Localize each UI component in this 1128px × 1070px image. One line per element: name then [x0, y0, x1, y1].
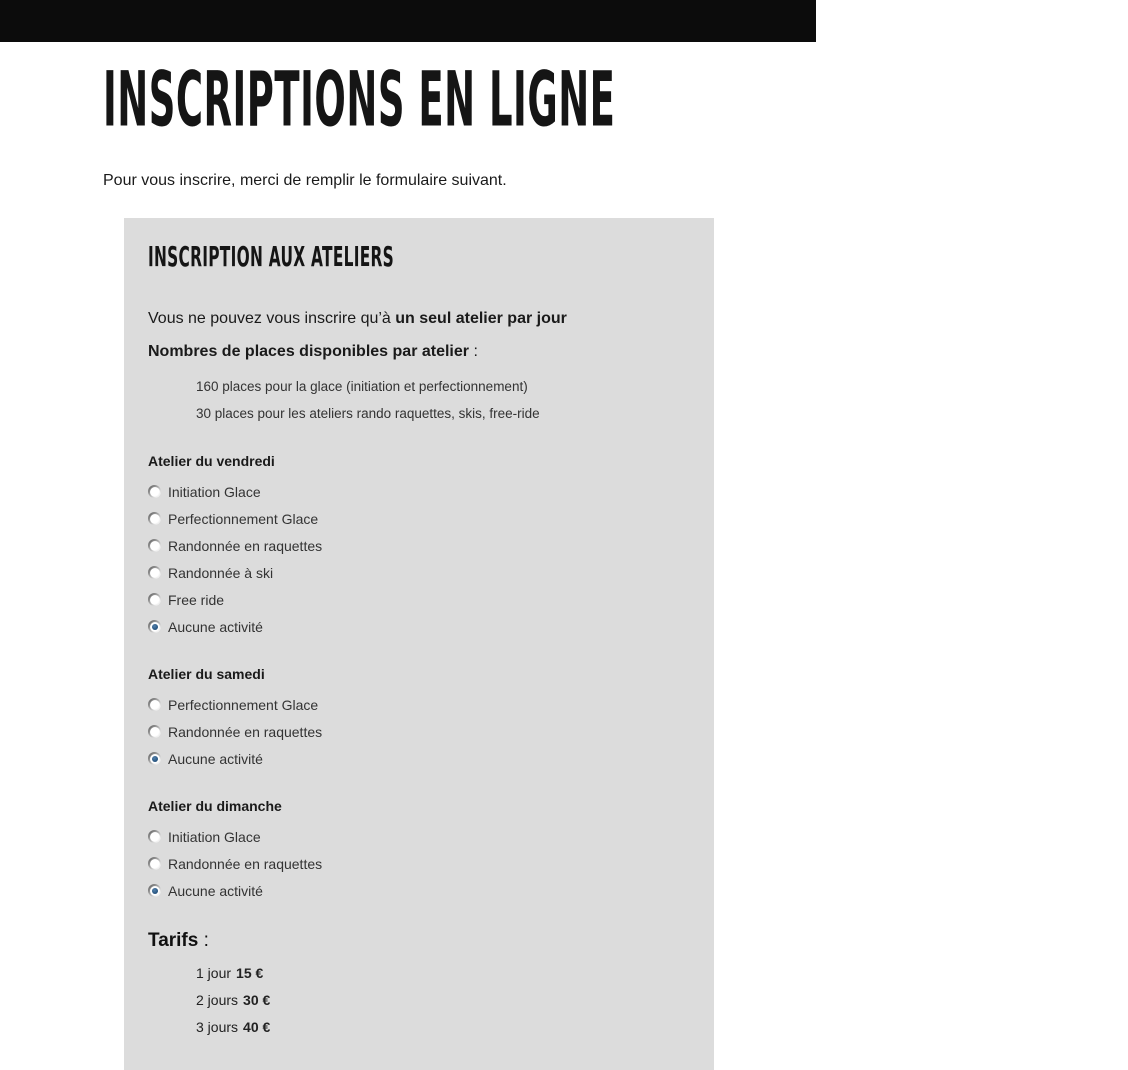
rule-bold: un seul atelier par jour — [395, 310, 567, 327]
radio-option[interactable] — [148, 505, 690, 532]
page-title-text: INSCRIPTIONS EN LIGNE — [103, 56, 616, 144]
rule-places — [148, 335, 690, 368]
tarif-item — [196, 959, 690, 986]
tarif-list — [196, 959, 690, 1040]
group-samedi-label: Atelier du samedi — [148, 666, 265, 682]
radio-button[interactable] — [148, 752, 161, 765]
page-title — [103, 56, 736, 144]
tarif-item — [196, 1013, 690, 1040]
group-vendredi-label: Atelier du vendredi — [148, 453, 275, 469]
radio-option[interactable] — [148, 745, 690, 772]
radio-button[interactable] — [148, 539, 161, 552]
group-dimanche-label: Atelier du dimanche — [148, 798, 282, 814]
note-rando: 30 places pour les ateliers rando raquettes, skis, free-ride — [196, 406, 540, 421]
group-dimanche — [148, 798, 690, 904]
form-rules — [148, 302, 690, 368]
group-samedi — [148, 666, 690, 772]
radio-button[interactable] — [148, 485, 161, 498]
tarifs-heading-suffix: : — [198, 930, 209, 951]
form-heading — [148, 242, 690, 272]
radio-label[interactable]: Randonnée à ski — [168, 564, 274, 581]
places-bold: Nombres de places disponibles par atelier — [148, 343, 469, 360]
radio-option[interactable] — [148, 877, 690, 904]
radio-button[interactable] — [148, 620, 161, 633]
radio-button[interactable] — [148, 512, 161, 525]
inscription-form-panel — [124, 218, 714, 1070]
radio-label[interactable]: Perfectionnement Glace — [168, 696, 319, 713]
radio-label[interactable]: Randonnée en raquettes — [168, 723, 323, 740]
rule-one-atelier — [148, 302, 690, 335]
radio-label[interactable]: Aucune activité — [168, 618, 263, 635]
tarif-qty: 1 jour — [196, 964, 232, 981]
radio-label[interactable]: Initiation Glace — [168, 483, 261, 500]
places-suffix: : — [469, 343, 478, 360]
tarif-price: 30 € — [243, 991, 271, 1008]
radio-option[interactable] — [148, 691, 690, 718]
radio-button[interactable] — [148, 884, 161, 897]
radio-option[interactable] — [148, 718, 690, 745]
radio-button[interactable] — [148, 698, 161, 711]
rule-prefix: Vous ne pouvez vous inscrire qu’à — [148, 310, 396, 327]
tarif-qty: 2 jours — [196, 991, 239, 1008]
tarif-price: 15 € — [236, 964, 264, 981]
radio-label[interactable]: Perfectionnement Glace — [168, 510, 319, 527]
tarifs-heading — [148, 930, 690, 952]
radio-label[interactable]: Randonnée en raquettes — [168, 537, 323, 554]
tarifs-heading-text: Tarifs — [148, 930, 199, 951]
radio-option[interactable] — [148, 478, 690, 505]
radio-label[interactable]: Aucune activité — [168, 750, 263, 767]
radio-option[interactable] — [148, 532, 690, 559]
radio-button[interactable] — [148, 593, 161, 606]
radio-button[interactable] — [148, 830, 161, 843]
tarif-qty: 3 jours — [196, 1018, 239, 1035]
radio-option[interactable] — [148, 613, 690, 640]
radio-label[interactable]: Initiation Glace — [168, 828, 261, 845]
radio-label[interactable]: Free ride — [168, 591, 225, 608]
tarif-item — [196, 986, 690, 1013]
group-vendredi — [148, 453, 690, 640]
radio-option[interactable] — [148, 559, 690, 586]
radio-label[interactable]: Randonnée en raquettes — [168, 855, 323, 872]
note-glace: 160 places pour la glace (initiation et perfectionnement) — [196, 379, 528, 394]
places-notes — [196, 373, 690, 427]
radio-button[interactable] — [148, 566, 161, 579]
radio-label[interactable]: Aucune activité — [168, 882, 263, 899]
radio-option[interactable] — [148, 586, 690, 613]
radio-button[interactable] — [148, 725, 161, 738]
tarif-price: 40 € — [243, 1018, 271, 1035]
radio-button[interactable] — [148, 857, 161, 870]
intro-text: Pour vous inscrire, merci de remplir le formulaire suivant. — [103, 172, 507, 189]
top-bar — [0, 0, 816, 42]
radio-option[interactable] — [148, 823, 690, 850]
page-content — [0, 56, 816, 1070]
tarifs-section — [148, 930, 690, 1040]
form-heading-text: INSCRIPTION AUX ATELIERS — [148, 240, 395, 273]
radio-option[interactable] — [148, 850, 690, 877]
